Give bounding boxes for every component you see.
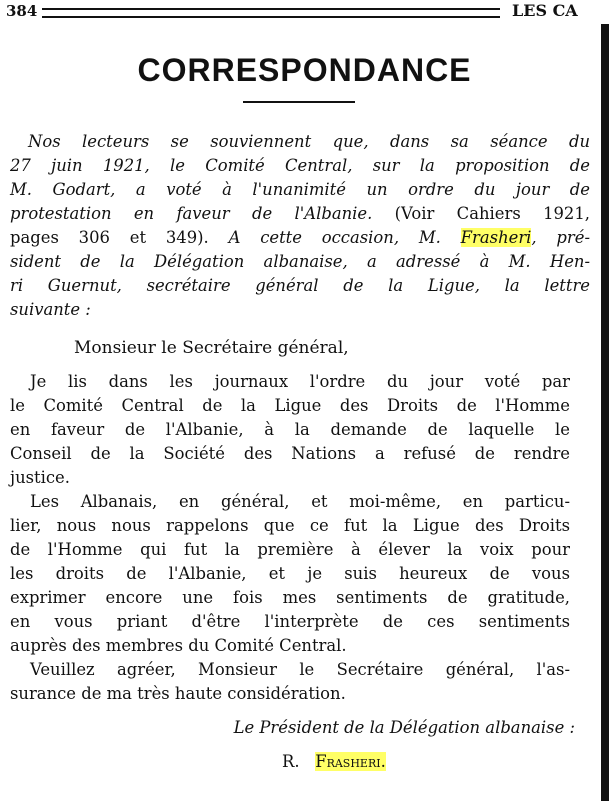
intro-line: sident de la Délégation albanaise, a adressé à M. Hen- xyxy=(10,252,590,271)
letter-line: Veuillez agréer, Monsieur le Secrétaire général, l'as- xyxy=(30,660,570,679)
letter-line: lier, nous nous rappelons que ce fut la Ligue des Droits xyxy=(10,516,570,535)
letter-line: le Comité Central de la Ligue des Droits de l'Homme xyxy=(10,396,570,415)
intro-line: suivante : xyxy=(10,300,91,319)
letter-line: justice. xyxy=(10,468,70,487)
letter-body xyxy=(10,370,570,706)
header-rule xyxy=(42,8,500,18)
intro-line: Nos lecteurs se souviennent que, dans sa séance du xyxy=(28,132,590,151)
signature-name xyxy=(282,752,386,771)
intro-line: ri Guernut, secrétaire général de la Ligue, la lettre xyxy=(10,276,590,295)
letter-line: exprimer encore une fois mes sentiments de gratitude, xyxy=(10,588,570,607)
title-underline xyxy=(243,101,355,103)
signature-title: Le Président de la Délégation albanaise : xyxy=(233,718,575,737)
highlighted-signature: Frasheri. xyxy=(315,752,386,771)
letter-salutation: Monsieur le Secrétaire général, xyxy=(74,338,349,358)
letter-line: Je lis dans les journaux l'ordre du jour voté par xyxy=(30,372,570,391)
intro-paragraph xyxy=(10,130,590,322)
letter-line: auprès des membres du Comité Central. xyxy=(10,636,347,655)
page-edge-shadow xyxy=(601,24,609,801)
letter-line: Les Albanais, en général, et moi-même, en particu- xyxy=(30,492,570,511)
section-title: CORRESPONDANCE xyxy=(137,52,472,88)
intro-line: M. Godart, a voté à l'unanimité un ordre du jour de xyxy=(10,180,590,199)
intro-line: protestation en faveur de l'Albanie. (Voir Cahiers 1921, xyxy=(10,204,590,223)
letter-line: en faveur de l'Albanie, à la demande de laquelle le xyxy=(10,420,570,439)
letter-line: de l'Homme qui fut la première à élever la voix pour xyxy=(10,540,570,559)
intro-line: 27 juin 1921, le Comité Central, sur la proposition de xyxy=(10,156,590,175)
letter-line: Conseil de la Société des Nations a refusé de rendre xyxy=(10,444,570,463)
highlighted-name: Frasheri xyxy=(460,228,532,247)
intro-line: pages 306 et 349). A cette occasion, M. Frasheri, pré- xyxy=(10,228,590,247)
letter-line: en vous priant d'être l'interprète de ces sentiments xyxy=(10,612,570,631)
signature-initial: R. xyxy=(282,752,300,771)
letter-line: surance de ma très haute considération. xyxy=(10,684,346,703)
letter-line: les droits de l'Albanie, et je suis heureux de vous xyxy=(10,564,570,583)
page-header xyxy=(0,0,609,24)
running-title: LES CA xyxy=(512,1,578,20)
page-number: 384 xyxy=(6,2,38,20)
